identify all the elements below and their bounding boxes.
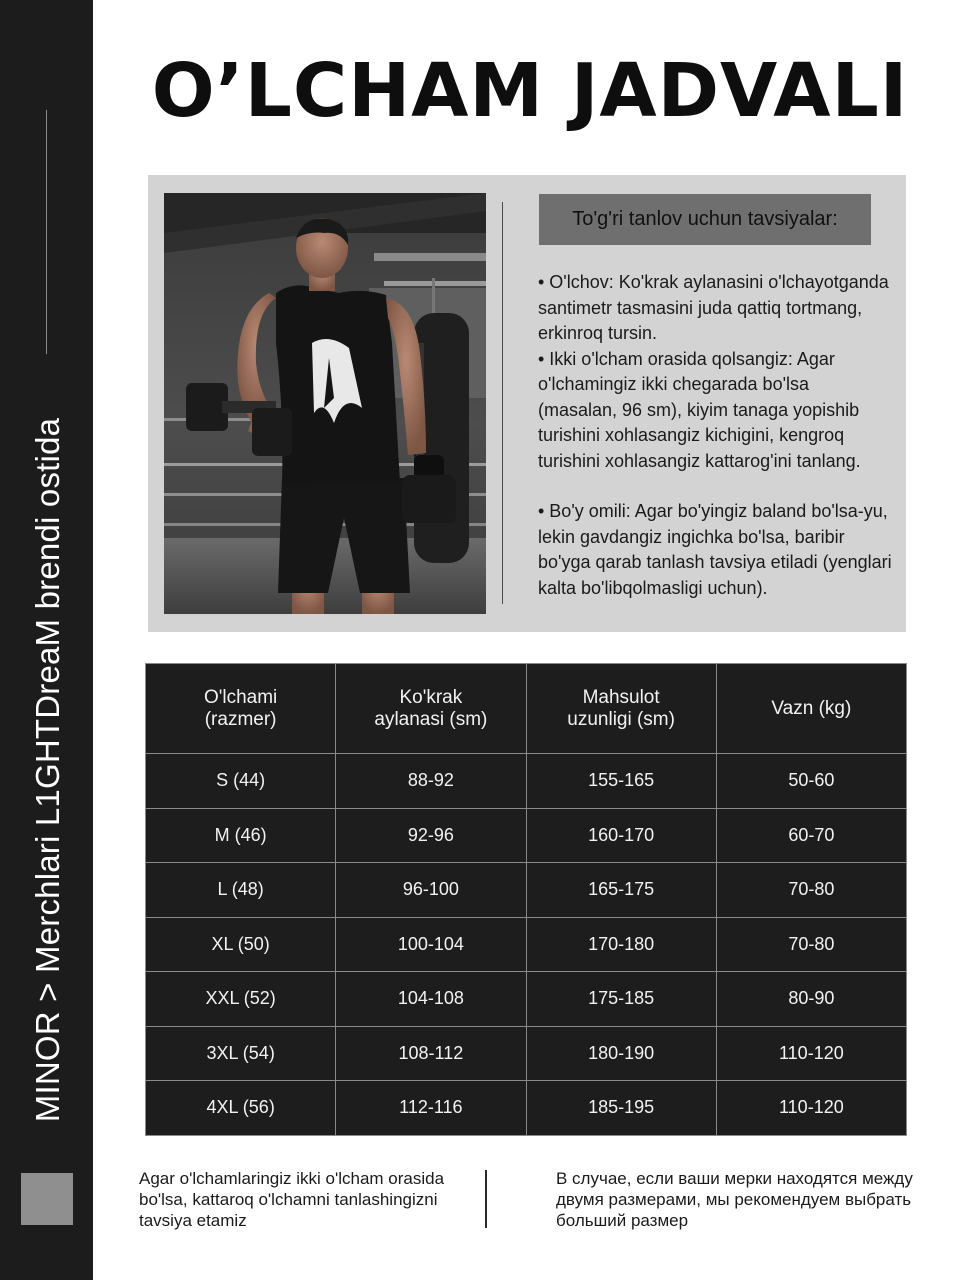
- tips-header: To'g'ri tanlov uchun tavsiyalar:: [539, 194, 871, 245]
- cell-length: 180-190: [526, 1026, 716, 1081]
- cell-length: 175-185: [526, 972, 716, 1027]
- cell-weight: 70-80: [716, 863, 906, 918]
- cell-size: XXL (52): [146, 972, 336, 1027]
- info-panel: [148, 175, 906, 632]
- table-row: [146, 863, 907, 918]
- tip-height: • Bo'y omili: Agar bo'yingiz baland bo'lsa-yu, lekin gavdangiz ingichka bo'lsa, baribir bo'yga qarab tanlash tavsiya etiladi (yenglari kalta bo'libqolmasligi uchun).: [538, 501, 892, 598]
- panel-divider: [502, 202, 503, 604]
- footer-note-ru: В случае, если ваши мерки находятся между двумя размерами, мы рекомендуем выбрать больший размер: [556, 1169, 913, 1230]
- table-header-row: [146, 664, 907, 754]
- table-row: [146, 808, 907, 863]
- cell-weight: 70-80: [716, 917, 906, 972]
- sidebar-square: [21, 1173, 73, 1225]
- table-row: [146, 972, 907, 1027]
- model-photo: [164, 193, 486, 614]
- header-chest-label: Ko'krak aylanasi (sm): [374, 686, 488, 730]
- cell-length: 160-170: [526, 808, 716, 863]
- cell-chest: 92-96: [336, 808, 526, 863]
- cell-length: 165-175: [526, 863, 716, 918]
- tip-between-sizes: • Ikki o'lcham orasida qolsangiz: Agar o'lchamingiz ikki chegarada bo'lsa (masalan, 96 sm), kiyim tanaga yopishib turishini xohlasangiz kichigini, kengroq turishini xohlasangiz kattarog'ini tanlang.: [538, 348, 861, 471]
- header-weight: [716, 664, 906, 754]
- size-table: [145, 663, 907, 1136]
- table-row: [146, 1026, 907, 1081]
- header-length-label: Mahsulot uzunligi (sm): [567, 686, 675, 730]
- cell-chest: 88-92: [336, 754, 526, 809]
- cell-weight: 60-70: [716, 808, 906, 863]
- header-size: [146, 664, 336, 754]
- cell-weight: 110-120: [716, 1081, 906, 1136]
- sidebar-divider: [46, 110, 47, 354]
- cell-size: S (44): [146, 754, 336, 809]
- cell-length: 155-165: [526, 754, 716, 809]
- gym-photo-illustration: [164, 193, 486, 614]
- header-length: [526, 664, 716, 754]
- sidebar-brand-text: MINOR > Merchlari L1GHTDreaM brendi ostida: [29, 417, 66, 1123]
- header-size-label: O'lchami (razmer): [203, 686, 278, 730]
- table-row: [146, 1081, 907, 1136]
- cell-size: L (48): [146, 863, 336, 918]
- cell-length: 185-195: [526, 1081, 716, 1136]
- footer-divider: [485, 1170, 487, 1228]
- cell-weight: 110-120: [716, 1026, 906, 1081]
- header-weight-label: Vazn (kg): [771, 697, 852, 719]
- tip-measurement: • O'lchov: Ko'krak aylanasini o'lchayotganda santimetr tasmasini juda qattiq tortmang, erkinroq tursin.: [538, 272, 889, 343]
- cell-size: 4XL (56): [146, 1081, 336, 1136]
- cell-size: XL (50): [146, 917, 336, 972]
- cell-chest: 104-108: [336, 972, 526, 1027]
- page-title: O’LCHAM JADVALI: [151, 48, 909, 134]
- cell-chest: 108-112: [336, 1026, 526, 1081]
- cell-weight: 50-60: [716, 754, 906, 809]
- table-row: [146, 917, 907, 972]
- cell-chest: 96-100: [336, 863, 526, 918]
- cell-weight: 80-90: [716, 972, 906, 1027]
- cell-size: 3XL (54): [146, 1026, 336, 1081]
- tips-list: [538, 270, 893, 601]
- cell-chest: 112-116: [336, 1081, 526, 1136]
- cell-length: 170-180: [526, 917, 716, 972]
- cell-size: M (46): [146, 808, 336, 863]
- cell-chest: 100-104: [336, 917, 526, 972]
- footer-note-uz: Agar o'lchamlaringiz ikki o'lcham orasida bo'lsa, kattaroq o'lchamni tanlashingizni tavsiya etamiz: [139, 1169, 445, 1230]
- sidebar: [0, 0, 93, 1280]
- table-row: [146, 754, 907, 809]
- header-chest: [336, 664, 526, 754]
